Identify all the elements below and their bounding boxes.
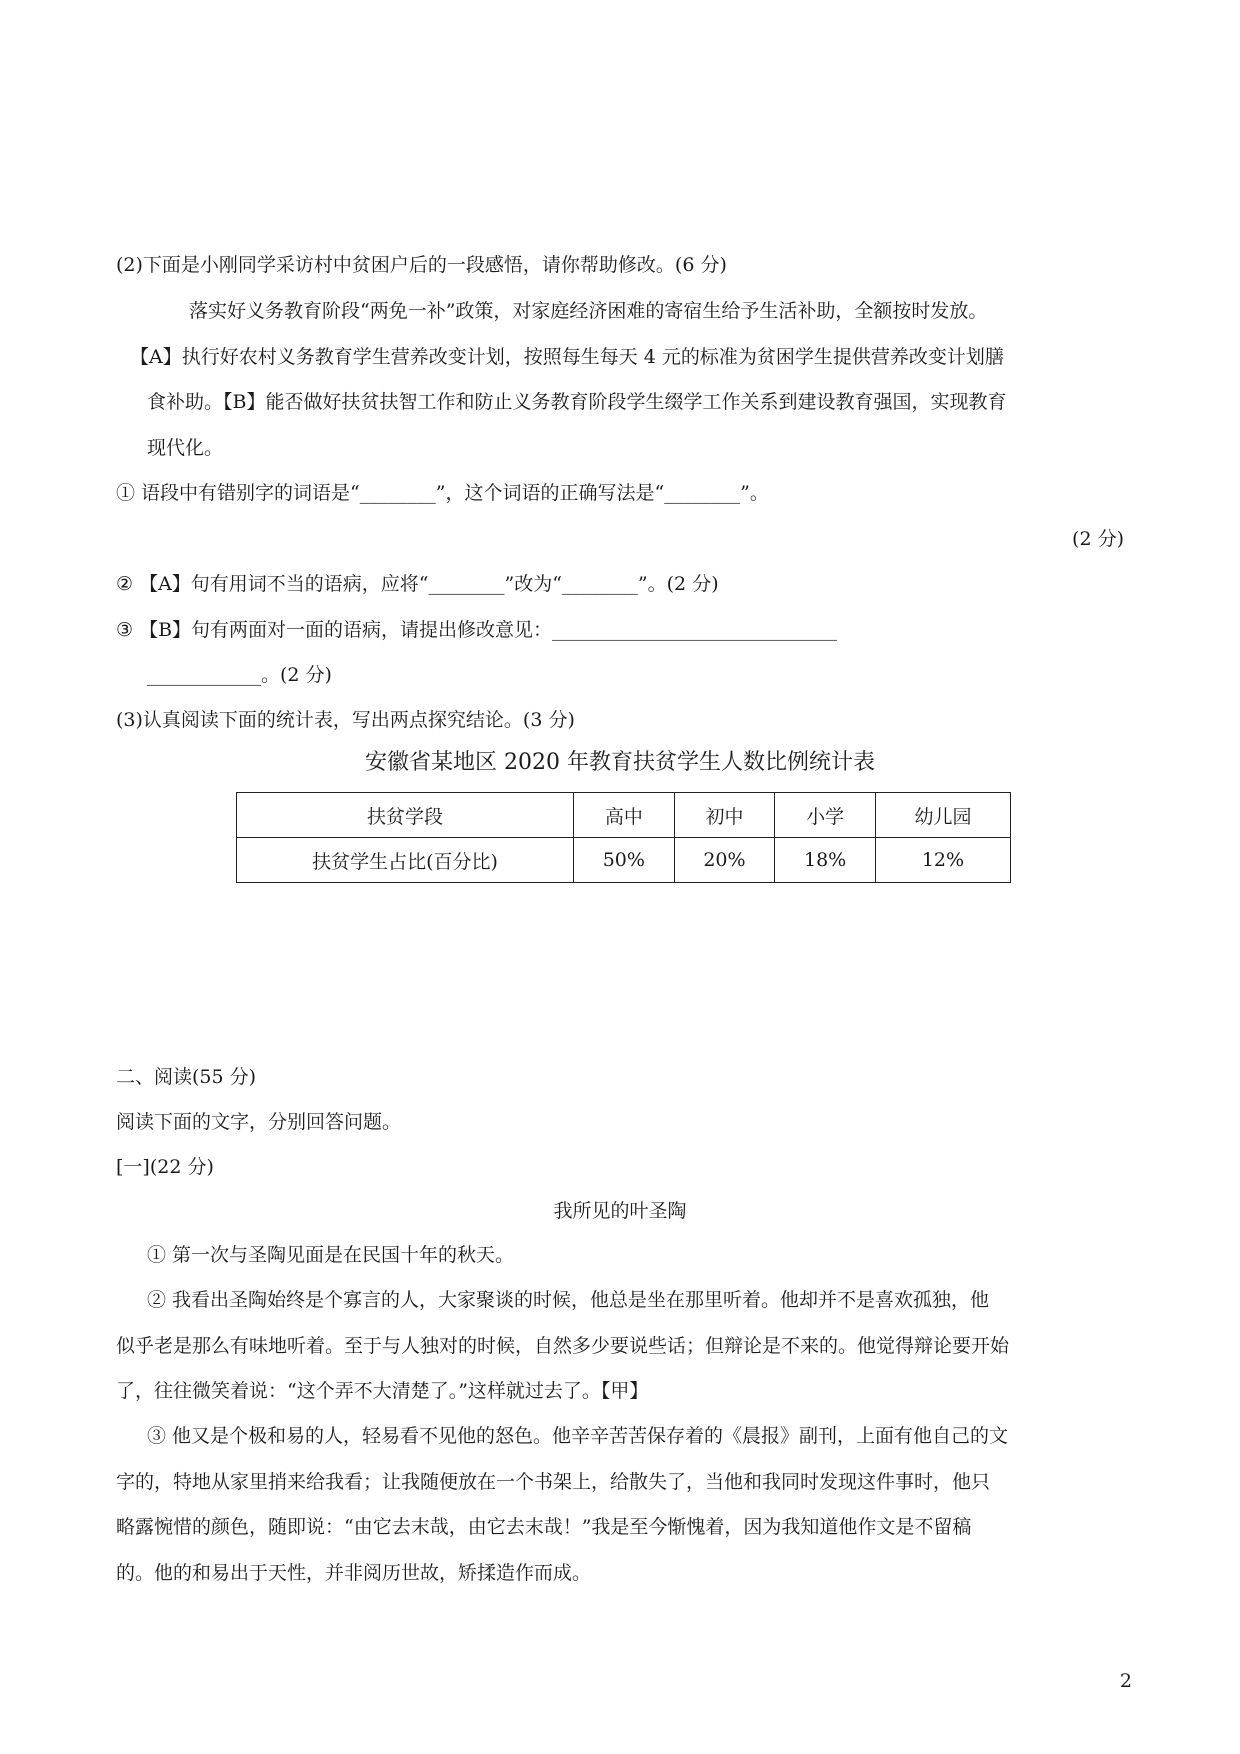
table-cell: 扶贫学生占比(百分比) <box>237 838 574 883</box>
q2-sub1-score: (2 分) <box>1072 528 1124 550</box>
page-number: 2 <box>1119 1670 1132 1692</box>
q2-sub3-line-2: ____________。(2 分) <box>147 664 332 686</box>
table-header-cell: 高中 <box>574 793 675 838</box>
article-paragraph-3-line-4: 的。他的和易出于天性，并非阅历世故，矫揉造作而成。 <box>116 1562 592 1584</box>
q2-passage-line-1: 落实好义务教育阶段“两免一补”政策，对家庭经济困难的寄宿生给予生活补助，全额按时发放。 <box>189 300 988 322</box>
q2-passage-line-4: 现代化。 <box>147 437 224 459</box>
table-cell: 20% <box>674 838 775 883</box>
q2-passage-line-3: 食补助。【B】能否做好扶贫扶智工作和防止义务教育阶段学生缀学工作关系到建设教育强国，实现教育 <box>147 391 1007 413</box>
section-instruction: 阅读下面的文字，分别回答问题。 <box>116 1111 402 1133</box>
article-paragraph-2-line-3: 了，往往微笑着说：“这个弄不大清楚了。”这样就过去了。【甲】 <box>116 1380 649 1402</box>
table-header-cell: 小学 <box>775 793 876 838</box>
article-paragraph-2-line-1: ② 我看出圣陶始终是个寡言的人，大家聚谈的时候，他总是坐在那里听着。他却并不是喜欢孤独，他 <box>147 1289 990 1311</box>
table-header-cell: 幼儿园 <box>875 793 1010 838</box>
article-paragraph-1: ① 第一次与圣陶见面是在民国十年的秋天。 <box>147 1244 515 1266</box>
q2-sub3-line-1: ③ 【B】句有两面对一面的语病，请提出修改意见：______________________________ <box>116 619 838 641</box>
article-title: 我所见的叶圣陶 <box>553 1200 687 1222</box>
q2-passage-line-2: 【A】执行好农村义务教育学生营养改变计划，按照每生每天 4 元的标准为贫困学生提供营养改变计划膳 <box>130 346 1004 368</box>
article-paragraph-3-line-3: 略露惋惜的颜色，随即说：“由它去末哉，由它去末哉！”我是至今惭愧着，因为我知道他作文是不留稿 <box>116 1516 972 1538</box>
table-cell: 50% <box>574 838 675 883</box>
part-heading: [一](22 分) <box>116 1156 214 1178</box>
table-title: 安徽省某地区 2020 年教育扶贫学生人数比例统计表 <box>365 750 875 775</box>
table-row <box>237 838 1011 883</box>
table-cell: 18% <box>775 838 876 883</box>
q2-title: (2)下面是小刚同学采访村中贫困户后的一段感悟，请你帮助修改。(6 分) <box>116 254 727 276</box>
table-header-cell: 初中 <box>674 793 775 838</box>
article-paragraph-3-line-2: 字的，特地从家里捎来给我看；让我随便放在一个书架上，给散失了，当他和我同时发现这件事时，他只 <box>116 1471 991 1493</box>
statistics-table <box>236 792 1011 883</box>
table-cell: 12% <box>875 838 1010 883</box>
q2-sub2: ② 【A】句有用词不当的语病，应将“________”改为“________”。(2 分) <box>116 573 719 595</box>
section-title: 二、阅读(55 分) <box>116 1066 257 1088</box>
q2-sub1: ① 语段中有错别字的词语是“________”，这个词语的正确写法是“________”。 <box>116 482 769 504</box>
article-paragraph-2-line-2: 似乎老是那么有味地听着。至于与人独对的时候，自然多少要说些话；但辩论是不来的。他觉得辩论要开始 <box>116 1335 1010 1357</box>
table-header-cell: 扶贫学段 <box>237 793 574 838</box>
q3-title: (3)认真阅读下面的统计表，写出两点探究结论。(3 分) <box>116 709 575 731</box>
article-paragraph-3-line-1: ③ 他又是个极和易的人，轻易看不见他的怒色。他辛辛苦苦保存着的《晨报》副刊，上面有他自己的文 <box>147 1425 1009 1447</box>
table-header-row <box>237 793 1011 838</box>
